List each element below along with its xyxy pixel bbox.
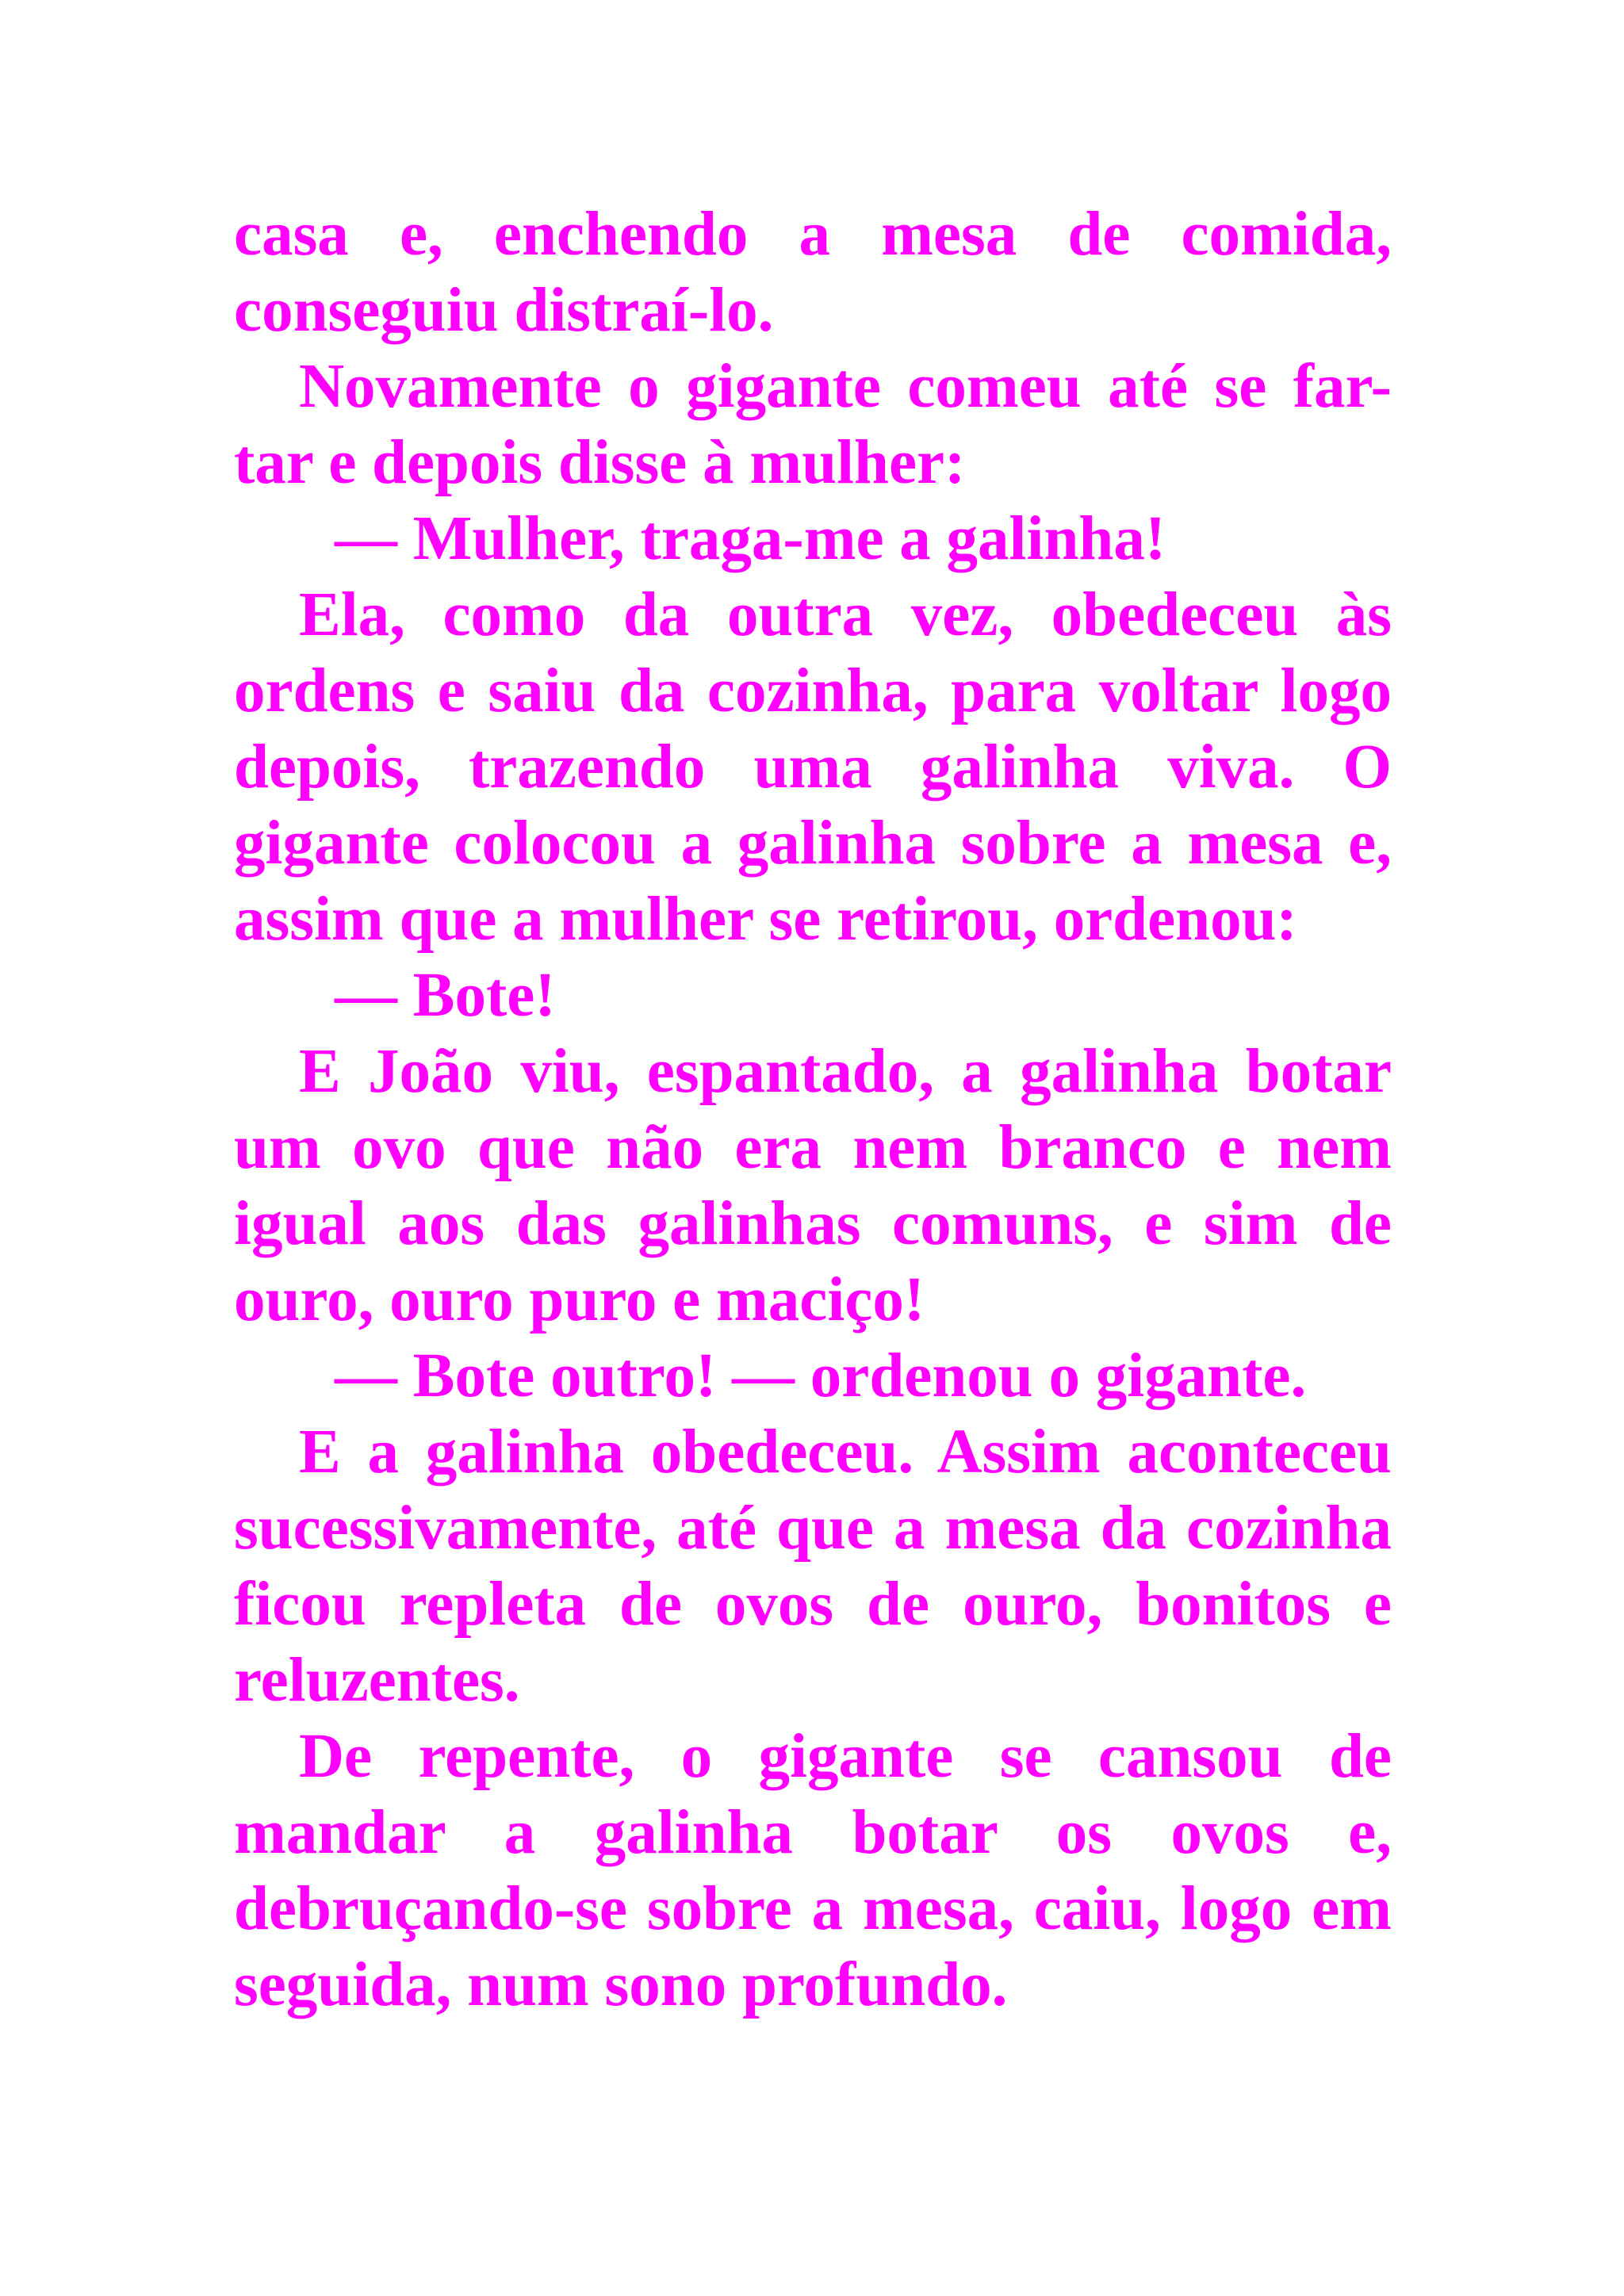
paragraph-dialogue: — Bote outro! — ordenou o gigante. (335, 1341, 1307, 1410)
paragraph-continuation: casa e, enchendo a mesa de comida, conseguiu distraí-lo. (234, 200, 1392, 345)
paragraph-dialogue: — Mulher, traga-me a galinha! (335, 504, 1166, 573)
paragraph-narration: Ela, como da outra vez, obedeceu às ordens e saiu da cozinha, para voltar logo depois, trazendo uma galinha viva. O gigante colocou a galinha sobre a mesa e, assim que a mulher se retirou, ordenou: (234, 580, 1392, 954)
paragraph-dialogue: — Bote! (335, 961, 556, 1030)
paragraph-narration: E João viu, espantado, a galinha botar um ovo que não era nem branco e nem igual aos das galinhas comuns, e sim de ouro, ouro puro e maciço! (234, 1037, 1392, 1334)
paragraph-narration: E a galinha obedeceu. Assim aconteceu sucessivamente, até que a mesa da cozinha ficou repleta de ovos de ouro, bonitos e reluzentes. (234, 1418, 1392, 1715)
paragraph-narration: De repente, o gigante se cansou de mandar a galinha botar os ovos e, debruçando-se sobre a mesa, caiu, logo em seguida, num sono profundo. (234, 1722, 1392, 2019)
page-text (234, 197, 1392, 2023)
paragraph-narration: Novamente o gigante comeu até se far-tar e depois disse à mulher: (234, 352, 1392, 497)
